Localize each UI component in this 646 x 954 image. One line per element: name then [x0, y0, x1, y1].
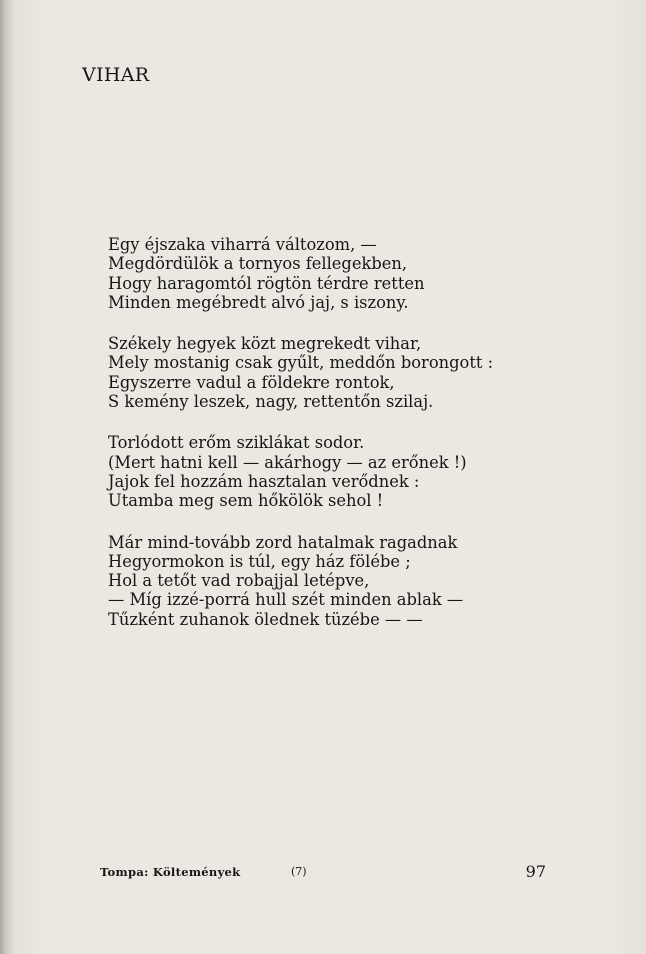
poem-line: S kemény leszek, nagy, rettentőn szilaj. [108, 392, 434, 412]
poem-line: — Míg izzé-porrá hull szét minden ablak — [108, 590, 464, 610]
stanza-1 [108, 235, 618, 312]
poem-line: Hogy haragomtól rögtön térdre retten [108, 273, 425, 293]
poem-line: Székely hegyek közt megrekedt vihar, [108, 334, 422, 354]
poem-line: Minden megébredt alvó jaj, s iszony. [108, 292, 409, 312]
poem-line: Torlódott erőm sziklákat sodor. [108, 433, 365, 453]
poem-line: Mely mostanig csak gyűlt, meddőn borongott : [108, 353, 494, 373]
poem-line: Jajok fel hozzám hasztalan verődnek : [108, 471, 420, 491]
page-number: 97 [525, 862, 546, 881]
poem-line: Egy éjszaka viharrá változom, — [108, 235, 377, 254]
footer-source: Tompa: Költemények [100, 865, 241, 879]
poem-line: Már mind-tovább zord hatalmak ragadnak [108, 532, 458, 552]
poem-line: (Mert hatni kell — akárhogy — az erőnek !) [108, 452, 467, 472]
poem-line: Hol a tetőt vad robajjal letépve, [108, 571, 370, 591]
poem-line: Tűzként zuhanok ölednek tüzébe — — [108, 609, 423, 629]
stanza-3 [108, 433, 618, 510]
poem-body [108, 235, 618, 651]
poem-line: Megdördülök a tornyos fellegekben, [108, 254, 408, 274]
poem-line: Utamba meg sem hőkölök sehol ! [108, 491, 384, 511]
poem-line: Egyszerre vadul a földekre rontok, [108, 372, 395, 392]
printer-signature: (7) [291, 865, 307, 878]
stanza-2 [108, 334, 618, 411]
stanza-4 [108, 533, 618, 629]
page-footer [100, 862, 546, 884]
poem-title: VIHAR [82, 64, 150, 86]
poem-line: Hegyormokon is túl, egy ház fölébe ; [108, 551, 411, 571]
